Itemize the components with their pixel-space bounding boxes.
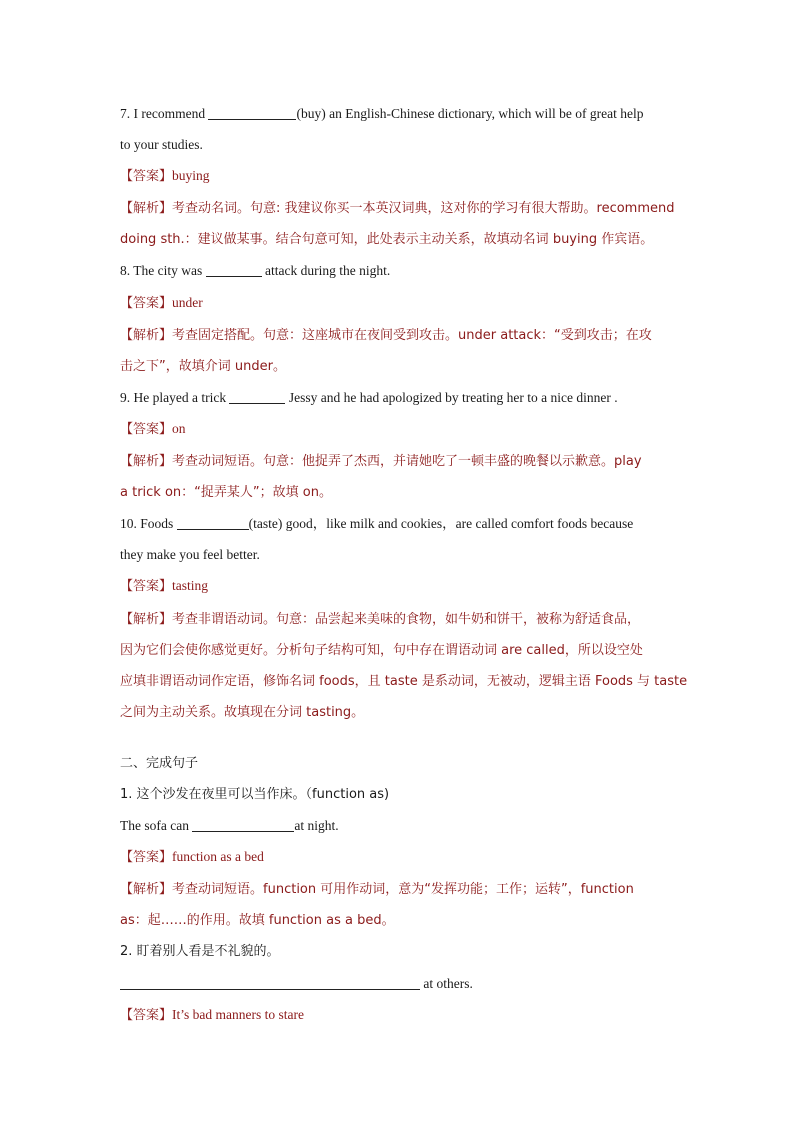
question-9 [120,382,680,413]
question-7 [120,98,680,129]
answer-blank [177,515,249,530]
question-text: (taste) good，like milk and cookies，are called comfort foods because [248,516,634,532]
question-text: 9. He played a trick [120,389,230,405]
answer-10 [120,570,680,602]
question-text: 8. The city was [120,263,206,279]
analysis-tag: 【解析】 [120,201,173,217]
analysis-10 [120,603,680,635]
analysis-10-line3: 应填非谓语动词作定语，修饰名词 foods，且 taste 是系动词，无被动，逻辑主语 Foods 与 taste [120,673,688,689]
analysis-10-line4: 之间为主动关系。故填现在分词 tasting。 [120,704,365,720]
analysis-9 [120,445,680,477]
analysis-10-line2: 因为它们会使你感觉更好。分析句子结构可知，句中存在谓语动词 are called，所以设空处 [120,642,643,658]
analysis-tag: 【解析】 [120,327,173,343]
answer-tag: 【答案】 [120,295,173,311]
answer-blank [229,389,285,404]
analysis-tag: 【解析】 [120,454,173,470]
answer-blank [208,105,296,120]
analysis-s1-line2: as：起……的作用。故填 function as a bed。 [120,913,395,929]
question-text: attack during the night. [261,263,391,279]
answer-text: function as a bed [172,849,264,865]
sentence-2-prompt: 2. 盯着别人看是不礼貌的。 [120,944,280,960]
analysis-text: 考查固定搭配。句意：这座城市在夜间受到攻击。under attack：“受到攻击；在攻 [172,327,652,343]
question-8 [120,255,680,286]
answer-8 [120,287,680,319]
answer-tag: 【答案】 [120,579,173,595]
analysis-s1 [120,873,680,905]
section-spacer [120,728,680,748]
answer-text: tasting [172,578,209,594]
analysis-8-line2: 击之下”，故填介词 under。 [120,358,286,374]
analysis-text: 考查动词短语。句意：他捉弄了杰西，并请她吃了一顿丰盛的晚餐以示歉意。play [172,454,642,470]
question-10-line2: they make you feel better. [120,547,260,563]
answer-7 [120,160,680,192]
answer-tag: 【答案】 [120,850,173,866]
answer-text: buying [172,168,210,184]
sentence-text: at night. [294,818,339,834]
sentence-text: The sofa can [120,818,193,834]
analysis-7-line2: doing sth.：建议做某事。结合句意可知，此处表示主动关系，故填动名词 buying 作宾语。 [120,232,654,248]
analysis-8 [120,319,680,351]
answer-tag: 【答案】 [120,169,173,185]
analysis-tag: 【解析】 [120,611,173,627]
analysis-text: 考查非谓语动词。句意：品尝起来美味的食物，如牛奶和饼干，被称为舒适食品， [172,611,641,627]
question-text: (buy) an English-Chinese dictionary, which will be of great help [296,106,644,121]
answer-9 [120,413,680,445]
question-text: 10. Foods [120,516,177,532]
sentence-1-prompt: 1. 这个沙发在夜里可以当作床。（function as) [120,786,390,802]
analysis-text: 考查动词短语。function 可用作动词，意为“发挥功能；工作；运转”，function [172,882,634,898]
answer-s1 [120,841,680,873]
section-title: 二、完成句子 [120,755,199,771]
analysis-9-line2: a trick on：“捉弄某人”；故填 on。 [120,485,332,501]
answer-blank [120,975,420,990]
answer-s2 [120,999,680,1031]
sentence-1 [120,810,680,841]
answer-tag: 【答案】 [120,1007,173,1023]
document-content [120,98,688,1031]
answer-blank [192,817,294,832]
answer-text: It’s bad manners to stare [172,1006,304,1022]
question-text: Jessy and he had apologized by treating her to a nice dinner . [285,389,618,405]
answer-tag: 【答案】 [120,421,173,437]
question-7-line2: to your studies. [120,137,203,153]
sentence-text: at others. [420,975,473,991]
analysis-7 [120,192,680,224]
answer-blank [206,262,262,277]
answer-text: under [172,294,203,310]
question-text: 7. I recommend [120,106,209,121]
sentence-2 [120,968,680,999]
analysis-text: 考查动名词。句意: 我建议你买一本英汉词典，这对你的学习有很大帮助。recommend [172,201,675,217]
answer-text: on [172,420,186,436]
analysis-tag: 【解析】 [120,882,173,898]
question-10 [120,508,680,539]
